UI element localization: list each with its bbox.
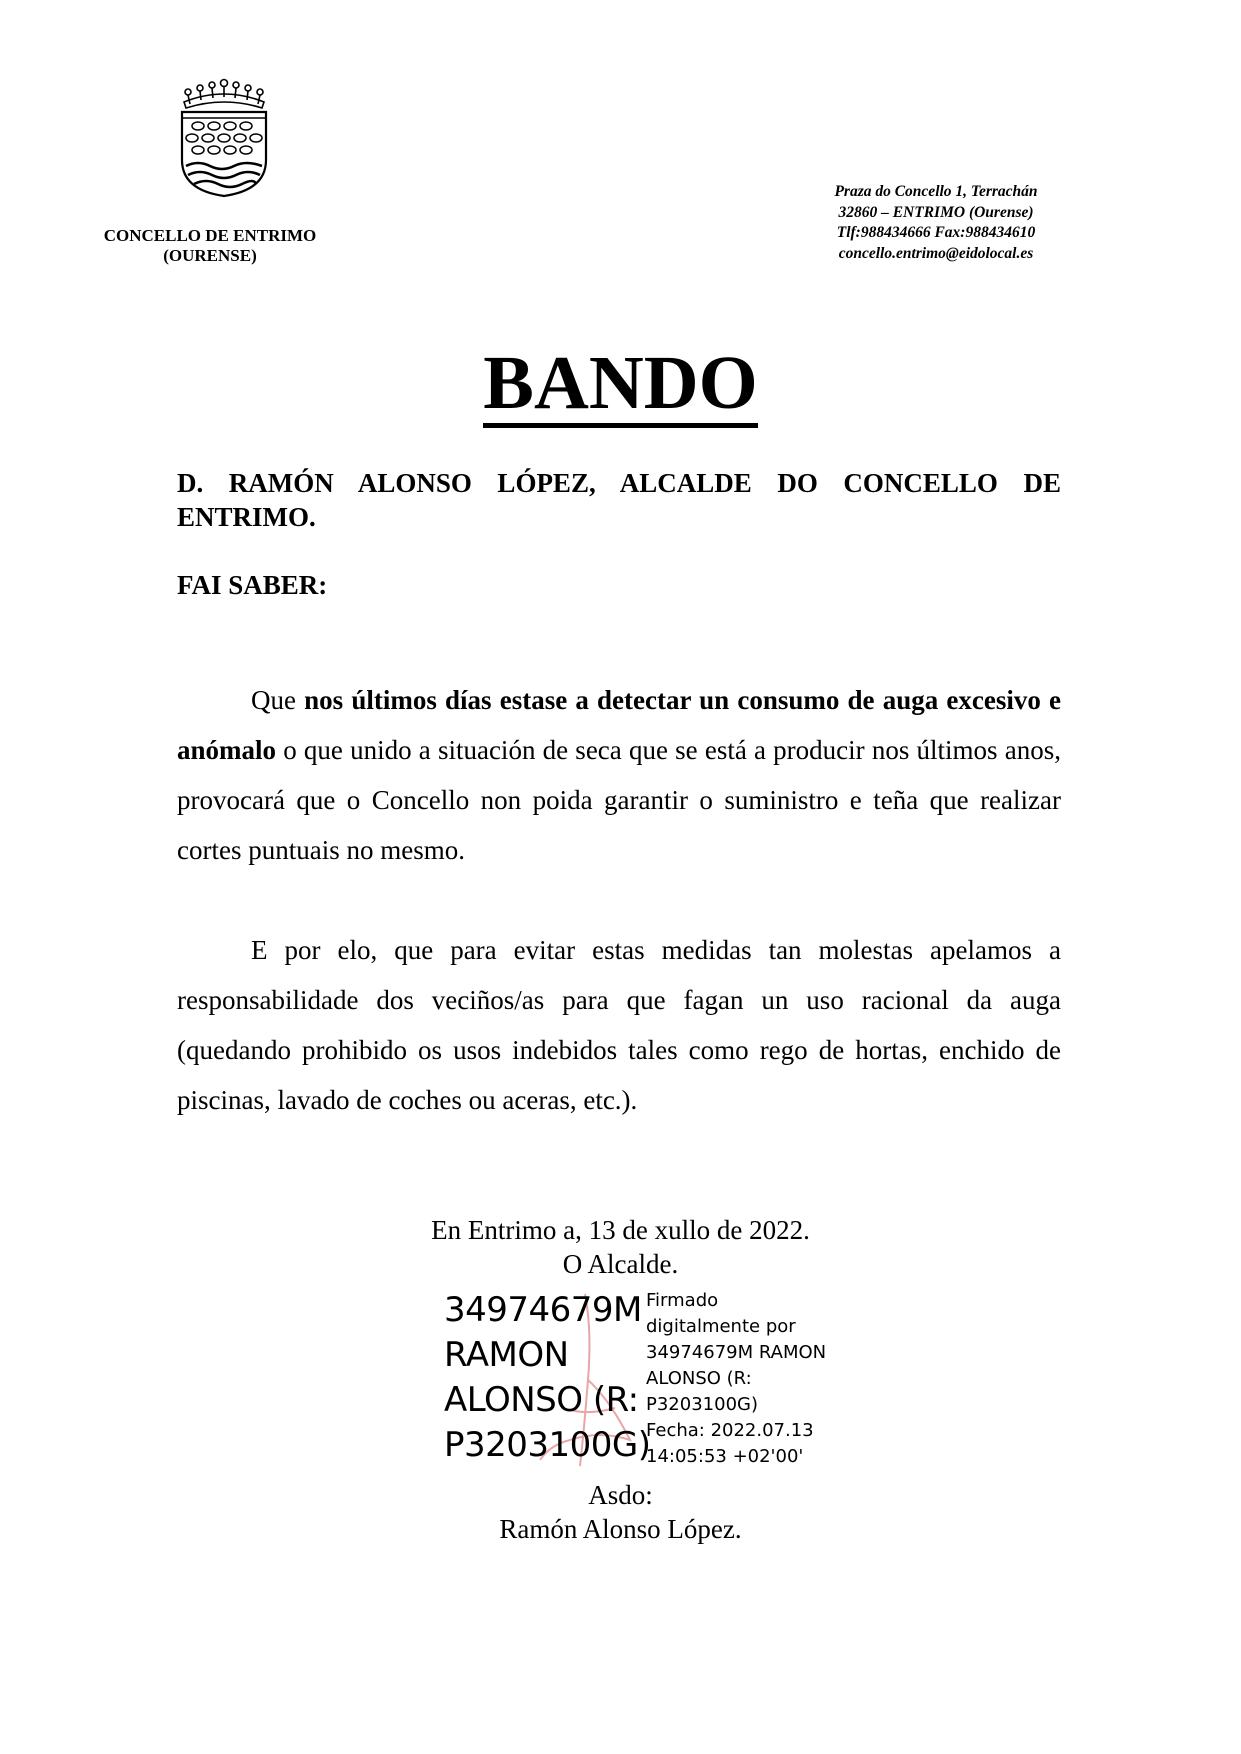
signature-detail-line: 34974679M RAMON <box>646 1342 827 1363</box>
paragraph-1-bold: nos últimos días estase a detectar un consumo de auga excesivo e anómalo <box>177 685 1062 765</box>
signed-block <box>0 1478 1241 1546</box>
province-name: (OURENSE) <box>163 246 257 265</box>
fai-saber-heading: FAI SABER: <box>177 570 328 600</box>
municipality-name: CONCELLO DE ENTRIMO <box>103 226 317 245</box>
mayor-line: D. RAMÓN ALONSO LÓPEZ, ALCALDE DO CONCELLO DE ENTRIMO. <box>177 468 1061 532</box>
paragraph-2 <box>177 925 1061 1125</box>
signature-name-line: P3203100G) <box>444 1425 651 1465</box>
address-line-2: 32860 – ENTRIMO (Ourense) <box>838 203 1034 221</box>
paragraph-1-lead: Que <box>251 685 305 715</box>
signature-name-line: 34974679M <box>444 1290 642 1330</box>
signature-name-line: RAMON <box>444 1335 569 1375</box>
contact-block <box>806 182 1066 264</box>
municipality-block <box>70 226 350 266</box>
phone-fax: Tlf:988434666 Fax:988434610 <box>836 224 1036 241</box>
paragraph-1 <box>177 675 1061 875</box>
paragraph-1-rest: o que unido a situación de seca que se está a producir nos últimos anos, provocará que o Concello non poida garantir o suministro e teña que realizar cortes puntuais no mesmo. <box>177 735 1061 865</box>
paragraph-2-text: E por elo, que para evitar estas medidas tan molestas apelamos a responsabilidade dos veciños/as para que fagan un uso racional da auga (quedando prohibido os usos indebidos tales como rego de hortas, enchido de piscinas, lavado de coches ou aceras, etc.). <box>177 935 1061 1115</box>
signature-detail-line: Fecha: 2022.07.13 <box>646 1420 814 1441</box>
signature-details <box>646 1288 826 1470</box>
mayor-role: O Alcalde. <box>562 1249 679 1279</box>
signature-detail-line: 14:05:53 +02'00' <box>646 1446 804 1467</box>
signature-detail-line: ALONSO (R: <box>646 1368 752 1389</box>
signature-name <box>444 1288 651 1468</box>
place-date: En Entrimo a, 13 de xullo de 2022. <box>431 1215 810 1245</box>
signature-detail-line: digitalmente por <box>646 1316 796 1337</box>
signature-detail-line: Firmado <box>646 1290 719 1311</box>
signature-detail-line: P3203100G) <box>646 1394 758 1415</box>
signer-name: Ramón Alonso López. <box>499 1514 742 1544</box>
closing-block <box>0 1213 1241 1281</box>
coat-of-arms-icon <box>176 78 272 198</box>
document-title <box>0 338 1241 428</box>
asdo-label: Asdo: <box>588 1480 653 1510</box>
signature-name-line: ALONSO (R: <box>444 1380 639 1420</box>
email-address: concello.entrimo@eidolocal.es <box>838 244 1034 262</box>
title-text: BANDO <box>483 343 757 428</box>
address-line-1: Praza do Concello 1, Terrachán <box>834 183 1038 200</box>
